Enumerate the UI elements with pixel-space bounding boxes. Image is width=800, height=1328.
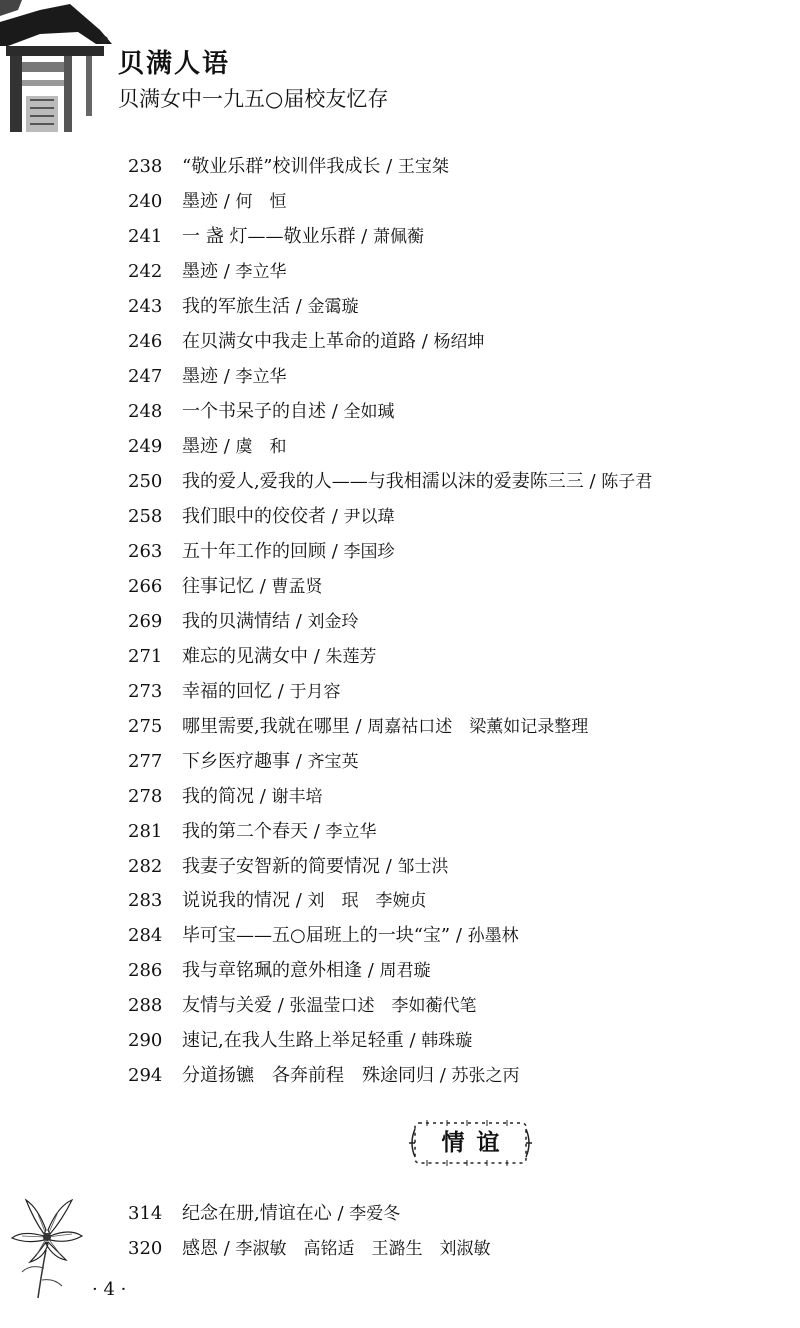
page-number-label: 243 <box>128 296 163 317</box>
page-number-label: 271 <box>128 646 163 667</box>
separator: / <box>355 226 373 247</box>
separator: / <box>254 786 272 807</box>
separator: / <box>331 1203 350 1224</box>
toc-entry <box>0 1234 800 1264</box>
page-number-label: 273 <box>128 681 163 702</box>
separator: / <box>362 960 380 981</box>
toc-entry <box>0 327 800 357</box>
toc-entry <box>0 537 800 567</box>
page-number-label: 263 <box>128 541 163 562</box>
entry-title: 哪里需要,我就在哪里 <box>182 716 350 737</box>
toc-entry <box>0 642 800 672</box>
page-number-label: 290 <box>128 1030 163 1051</box>
separator: / <box>450 925 468 946</box>
toc-entry <box>0 956 800 986</box>
toc-entry <box>0 362 800 392</box>
toc-entry <box>0 607 800 637</box>
entry-author: 李爱冬 <box>349 1204 401 1224</box>
section-title: 情谊 <box>441 1129 512 1156</box>
page-footer-number: · 4 · <box>92 1279 127 1300</box>
entry-title: 难忘的见满女中 <box>182 646 308 667</box>
toc-entry <box>0 222 800 252</box>
separator: / <box>218 261 236 282</box>
page-number-label: 238 <box>128 156 163 177</box>
toc-entry <box>0 397 800 427</box>
entry-author: 金霭璇 <box>307 297 359 317</box>
page-number-label: 286 <box>128 960 163 981</box>
flower-illustration-icon <box>8 1190 84 1300</box>
separator: / <box>308 821 326 842</box>
entry-title: 我的爱人,爱我的人——与我相濡以沫的爱妻陈三三 <box>182 471 584 492</box>
separator: / <box>380 856 398 877</box>
toc-entry <box>0 467 800 497</box>
page-number-label: 275 <box>128 716 163 737</box>
separator: / <box>434 1065 452 1086</box>
separator: / <box>290 890 308 911</box>
separator: / <box>272 681 290 702</box>
toc-entry <box>0 257 800 287</box>
entry-author: 韩珠璇 <box>421 1031 473 1051</box>
book-title: 贝满人语 <box>118 49 231 79</box>
entry-author: 李淑敏 高铭适 王潞生 刘淑敏 <box>235 1239 491 1259</box>
entry-title: 一个书呆子的自述 <box>182 401 326 422</box>
entry-title: 一 盏 灯——敬业乐群 <box>182 226 356 247</box>
toc-entry <box>0 1199 800 1229</box>
entry-author: 周嘉祜口述 梁薰如记录整理 <box>367 717 589 737</box>
entry-author: 齐宝英 <box>307 752 359 772</box>
entry-author: 谢丰培 <box>271 787 323 807</box>
entry-author: 李立华 <box>235 367 287 387</box>
entry-title: 下乡医疗趣事 <box>182 751 290 772</box>
entry-title: “敬业乐群”校训伴我成长 <box>182 156 381 177</box>
entry-author: 王宝桀 <box>397 157 449 177</box>
page-number-label: 247 <box>128 366 163 387</box>
toc-entry <box>0 292 800 322</box>
entry-title: 在贝满女中我走上革命的道路 <box>182 331 416 352</box>
page-number-label: 281 <box>128 821 163 842</box>
toc-entry <box>0 677 800 707</box>
entry-title: 幸福的回忆 <box>182 681 272 702</box>
entry-author: 刘金玲 <box>307 612 359 632</box>
toc-entry <box>0 817 800 847</box>
separator: / <box>290 611 308 632</box>
entry-author: 李国珍 <box>343 542 395 562</box>
separator: / <box>326 506 344 527</box>
separator: / <box>218 366 236 387</box>
toc-entry <box>0 1026 800 1056</box>
section-heading <box>407 1117 534 1169</box>
page-number-label: 269 <box>128 611 163 632</box>
toc-entry <box>0 921 800 951</box>
pavilion-roof-icon <box>0 0 118 132</box>
toc-entry <box>0 1061 800 1091</box>
page-number-label: 248 <box>128 401 163 422</box>
entry-author: 尹以瑋 <box>343 507 395 527</box>
page-number-label: 282 <box>128 856 163 877</box>
entry-author: 何 恒 <box>235 192 287 212</box>
entry-title: 墨迹 <box>182 436 218 457</box>
entry-title: 五十年工作的回顾 <box>182 541 326 562</box>
separator: / <box>380 156 398 177</box>
page-number-label: 258 <box>128 506 163 527</box>
separator: / <box>254 576 272 597</box>
page-number-label: 250 <box>128 471 163 492</box>
separator: / <box>416 331 434 352</box>
separator: / <box>326 541 344 562</box>
separator: / <box>326 401 344 422</box>
page-number-label: 320 <box>128 1238 163 1259</box>
entry-title: 我的第二个春天 <box>182 821 308 842</box>
page-number-label: 294 <box>128 1065 163 1086</box>
toc-entry <box>0 187 800 217</box>
page-number-label: 277 <box>128 751 163 772</box>
entry-author: 全如瑊 <box>343 402 395 422</box>
entry-title: 往事记忆 <box>182 576 254 597</box>
page-number-label: 240 <box>128 191 163 212</box>
page-number-label: 284 <box>128 925 163 946</box>
page-number-label: 249 <box>128 436 163 457</box>
page-number-label: 242 <box>128 261 163 282</box>
entry-author: 萧佩蘅 <box>372 227 424 247</box>
page-number-label: 288 <box>128 995 163 1016</box>
separator: / <box>308 646 326 667</box>
entry-title: 我的简况 <box>182 786 254 807</box>
page-number-label: 246 <box>128 331 163 352</box>
page-number-label: 314 <box>128 1203 163 1224</box>
entry-title: 纪念在册,情谊在心 <box>182 1203 332 1224</box>
page-number-label: 241 <box>128 226 163 247</box>
entry-author: 于月容 <box>289 682 341 702</box>
entry-author: 邹士洪 <box>397 857 449 877</box>
entry-title: 我的军旅生活 <box>182 296 290 317</box>
entry-author: 张温莹口述 李如蘅代笔 <box>289 996 477 1016</box>
separator: / <box>583 471 602 492</box>
entry-author: 孙墨林 <box>467 926 519 946</box>
entry-title: 速记,在我人生路上举足轻重 <box>182 1030 404 1051</box>
entry-author: 周君璇 <box>379 961 431 981</box>
entry-title: 友情与关爱 <box>182 995 272 1016</box>
entry-title: 感恩 <box>182 1238 218 1259</box>
toc-entry <box>0 991 800 1021</box>
toc-entry <box>0 432 800 462</box>
entry-title: 我们眼中的佼佼者 <box>182 506 326 527</box>
toc-entry <box>0 852 800 882</box>
page-number-label: 278 <box>128 786 163 807</box>
entry-title: 墨迹 <box>182 366 218 387</box>
separator: / <box>218 191 236 212</box>
toc-entry <box>0 782 800 812</box>
entry-author: 陈子君 <box>601 472 653 492</box>
entry-author: 刘 珉 李婉贞 <box>307 891 427 911</box>
entry-title: 说说我的情况 <box>182 890 290 911</box>
entry-title: 分道扬镳 各奔前程 殊途同归 <box>182 1065 434 1086</box>
separator: / <box>290 296 308 317</box>
separator: / <box>218 1238 236 1259</box>
entry-title: 墨迹 <box>182 191 218 212</box>
toc-entry <box>0 886 800 916</box>
separator: / <box>218 436 236 457</box>
entry-author: 朱莲芳 <box>325 647 377 667</box>
toc-entry <box>0 712 800 742</box>
entry-author: 苏张之丙 <box>451 1066 520 1086</box>
entry-title: 毕可宝——五○届班上的一块“宝” <box>182 925 451 946</box>
entry-title: 墨迹 <box>182 261 218 282</box>
toc-entry <box>0 152 800 182</box>
toc-entry <box>0 502 800 532</box>
entry-author: 李立华 <box>235 262 287 282</box>
book-subtitle: 贝满女中一九五○届校友忆存 <box>118 87 389 111</box>
entry-author: 曹孟贤 <box>271 577 323 597</box>
separator: / <box>272 995 290 1016</box>
toc-entry <box>0 747 800 777</box>
separator: / <box>290 751 308 772</box>
page-number-label: 266 <box>128 576 163 597</box>
entry-title: 我的贝满情结 <box>182 611 290 632</box>
entry-author: 杨绍坤 <box>433 332 485 352</box>
entry-author: 虞 和 <box>235 437 287 457</box>
separator: / <box>349 716 368 737</box>
entry-title: 我与章铭珮的意外相逢 <box>182 960 362 981</box>
entry-author: 李立华 <box>325 822 377 842</box>
separator: / <box>403 1030 422 1051</box>
entry-title: 我妻子安智新的简要情况 <box>182 856 380 877</box>
toc-entry <box>0 572 800 602</box>
page-number-label: 283 <box>128 890 163 911</box>
